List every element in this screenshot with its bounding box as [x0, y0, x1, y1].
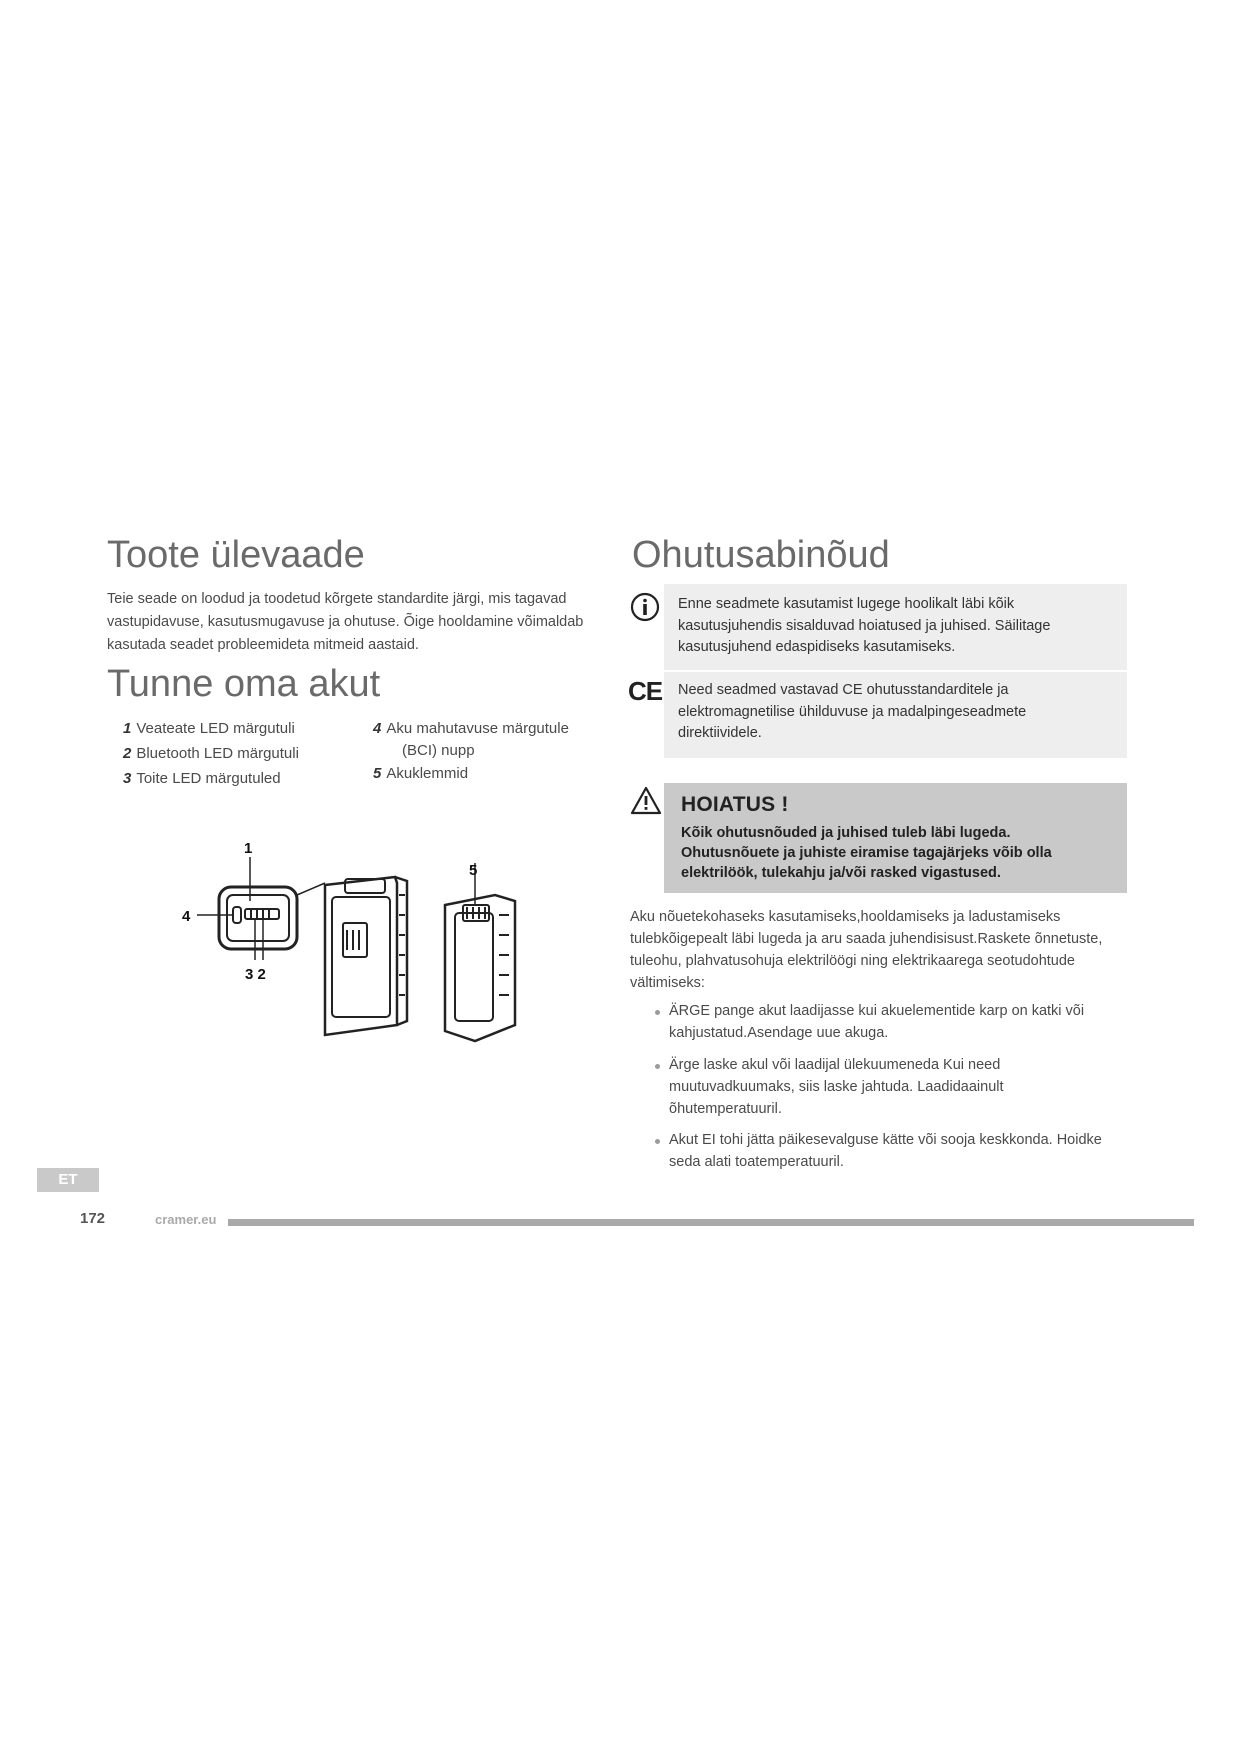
info-note-text: Enne seadmete kasutamist lugege hoolikalt läbi kõik kasutusjuhendis sisalduvad hoiatused ja juhised. Säilitage kasutusjuhend edaspidiseks kasutamiseks. — [678, 596, 1051, 655]
footer-site: cramer.eu — [155, 1212, 217, 1227]
bullet-dot — [655, 1139, 660, 1144]
ce-mark-icon: CE — [628, 676, 663, 706]
list-item: 2 Bluetooth LED märgutuli — [123, 745, 299, 762]
section-title-product-overview: Toote ülevaade — [107, 534, 365, 576]
list-item: 1 Veateate LED märgutuli — [123, 720, 295, 737]
callout-4: 4 — [182, 908, 191, 925]
intro-paragraph: Teie seade on loodud ja toodetud kõrgete standardite järgi, mis tagavad vastupidavuse, kasutusmugavuse ja ohutuse. Õige hooldamine võimaldab kasutada seadet probleemideta mitmeid aastaid. — [107, 591, 584, 653]
list-item: Ärge laske akul või laadijal ülekuumeneda Kui need muutuvadkuumaks, siis laske jahtuda. Laadidaainult õhutemperatuuril. — [669, 1057, 1004, 1117]
bullet-dot — [655, 1010, 660, 1015]
footer-rule — [228, 1219, 1194, 1226]
language-badge: ET — [37, 1168, 99, 1192]
list-item: Akut EI tohi jätta päikesevalguse kätte või sooja keskkonda. Hoidke seda alati toatemperatuuril. — [669, 1132, 1102, 1170]
info-icon — [630, 592, 660, 622]
warning-box — [664, 783, 1127, 893]
parts-list-col2 — [373, 716, 613, 786]
warning-title: HOIATUS ! — [681, 793, 789, 816]
section-title-safety: Ohutusabinõud — [632, 534, 890, 576]
ce-note-box — [664, 672, 1127, 758]
parts-list-col1 — [123, 716, 353, 791]
callout-3-2: 3 2 — [245, 966, 266, 983]
warning-text: Kõik ohutusnõuded ja juhised tuleb läbi lugeda. Ohutusnõuete ja juhiste eiramise tagajärjeks võib olla elektrilöök, tulekahju ja/või rasked vigastused. — [681, 825, 1052, 881]
bullet-dot — [655, 1064, 660, 1069]
callout-1: 1 — [244, 840, 253, 857]
list-item: ÄRGE pange akut laadijasse kui akuelementide karp on katki või kahjustatud.Asendage uue akuga. — [669, 1003, 1085, 1041]
list-item: 5 Akuklemmid — [373, 765, 469, 782]
warning-triangle-icon — [630, 786, 662, 815]
battery-illustration — [175, 835, 555, 1050]
section-title-know-battery: Tunne oma akut — [107, 663, 381, 705]
safety-body-paragraph: Aku nõuetekohaseks kasutamiseks,hooldamiseks ja ladustamiseks tulebkõigepealt läbi lugeda ja aru saada juhendisisust.Raskete õnnetuste, tuleohu, plahvatusohuja elektrilöögi ning elektrikaarega seotudohtude vältimiseks: — [630, 909, 1103, 991]
info-note-box — [664, 584, 1127, 670]
page-number: 172 — [80, 1210, 106, 1227]
ce-note-text: Need seadmed vastavad CE ohutusstandarditele ja elektromagnetilise ühilduvuse ja madalpingeseadmete direktiividele. — [678, 682, 1027, 741]
list-item: 4 Aku mahutavuse märgutule (BCI) nupp — [373, 720, 569, 759]
callout-5: 5 — [469, 862, 478, 879]
list-item: 3 Toite LED märgutuled — [123, 770, 281, 787]
